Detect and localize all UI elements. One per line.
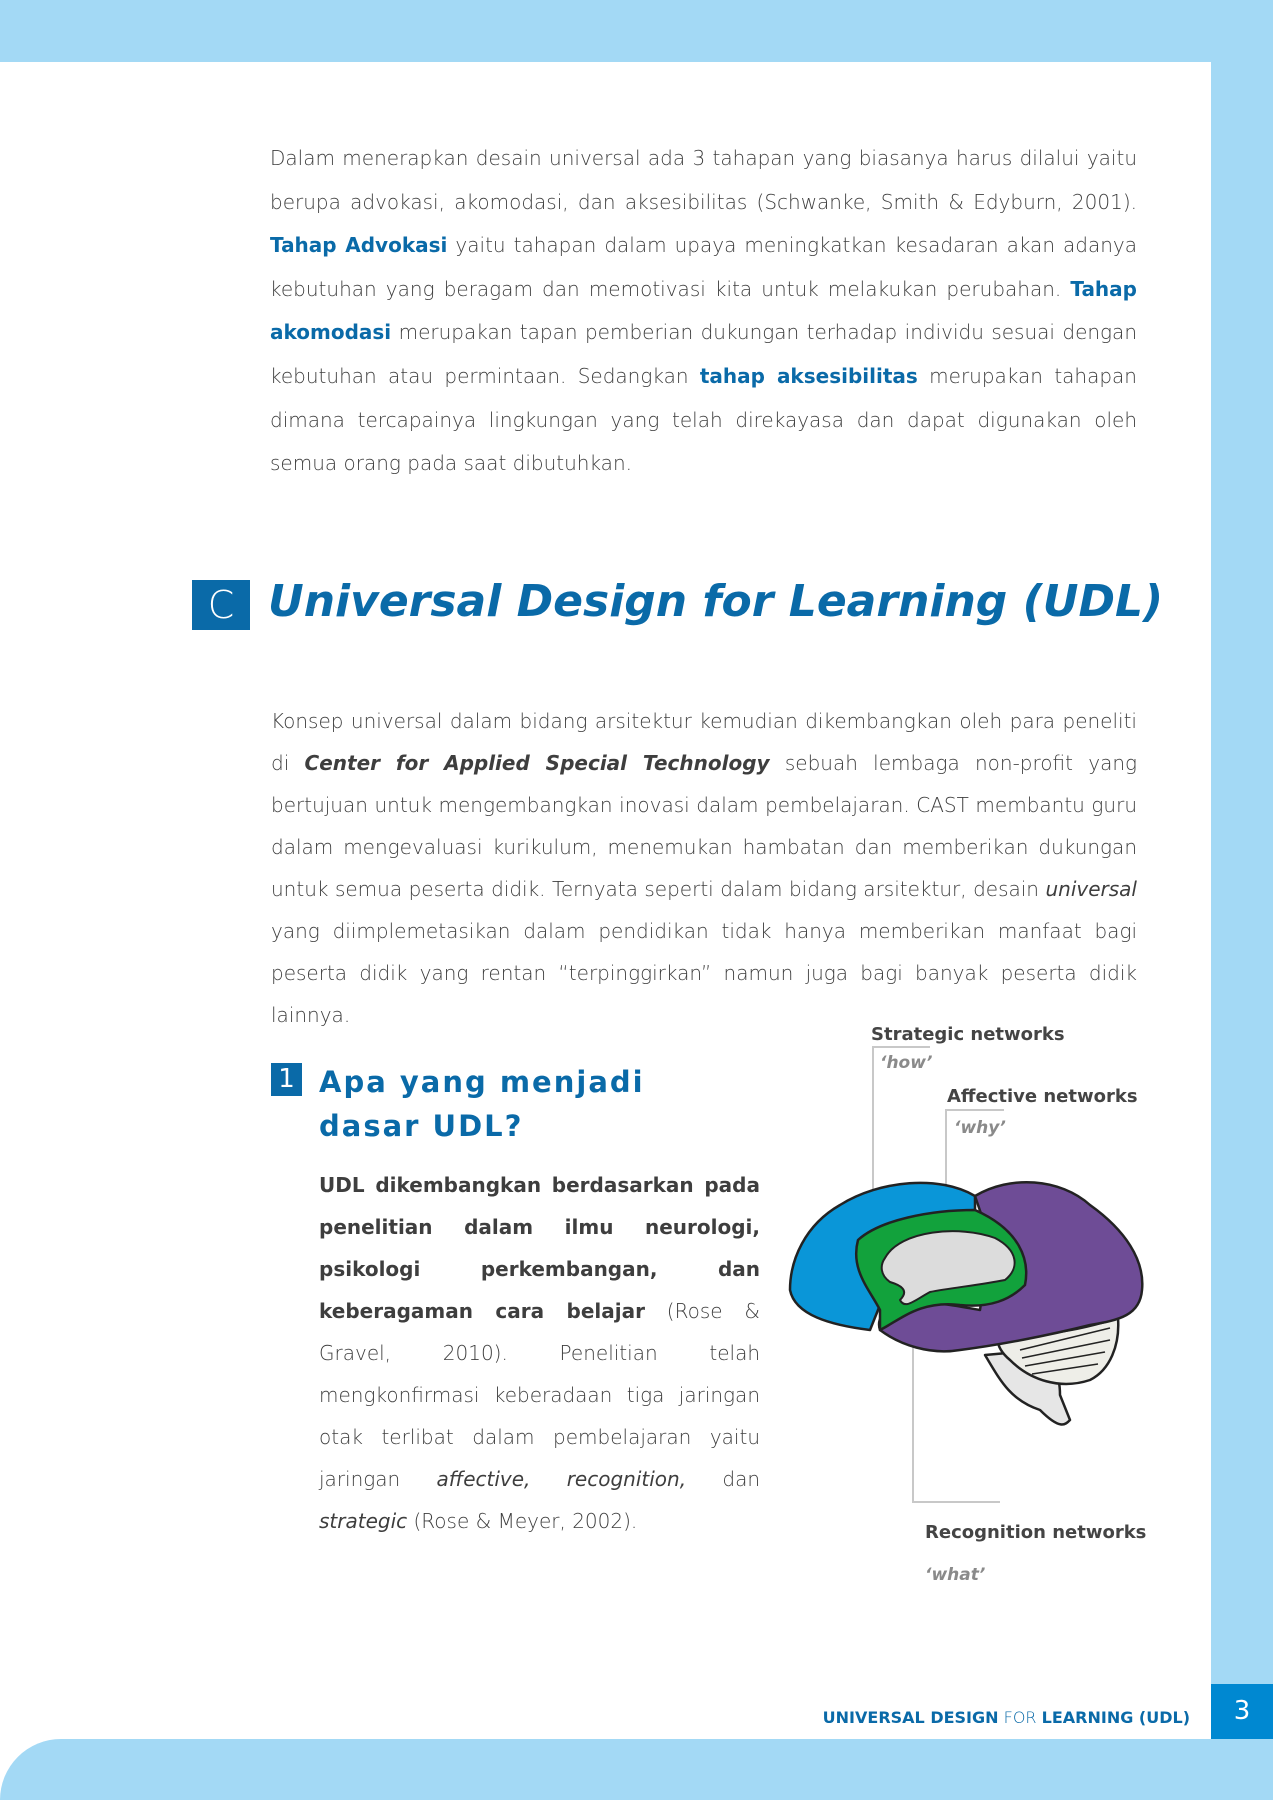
strategic-networks-label: Strategic networks [871,1024,1065,1045]
recognition-networks-sub: ‘what’ [925,1565,986,1585]
footer-text: FOR [1003,1708,1037,1727]
page-number: 3 [1211,1684,1273,1739]
term-aksesibilitas: tahap aksesibilitas [699,363,918,388]
text: yaitu tahapan dalam upaya meningkatkan kesadaran akan adanya kebutuhan yang beragam dan memotivasi kita untuk melakukan perubahan. [270,233,1138,301]
strategic-networks-sub: ‘how’ [880,1053,933,1073]
paragraph-udl-basis [319,1164,760,1542]
text: merupakan tapan pemberian dukungan terhadap individu sesuai dengan kebutuhan atau permintaan. Sedangkan [270,320,1137,388]
section-letter: C [192,580,250,630]
footer-text: UNIVERSAL DESIGN [822,1708,999,1727]
text: (Rose & Meyer, 2002). [407,1509,638,1533]
text-bold: UDL dikembangkan berdasarkan pada penelitian dalam ilmu neurologi, psikologi perkembangan, dan keberagaman cara belajar [319,1173,760,1323]
affective-networks-sub: ‘why’ [954,1118,1006,1138]
bottom-band [0,1739,1273,1800]
paragraph-cast [271,700,1137,1036]
text-italic: strategic [319,1509,408,1533]
subsection-title: Apa yang menjadi dasar UDL? [319,1065,645,1143]
text-italic: universal [1045,877,1137,901]
affective-networks-label: Affective networks [947,1086,1138,1107]
text: Konsep universal dalam bidang arsitektur kemudian dikembangkan oleh para peneliti di [271,709,1137,775]
term-advokasi: Tahap Advokasi [270,233,448,258]
footer-text: LEARNING (UDL) [1041,1708,1190,1727]
cast-name: Center for Applied Special Technology [304,751,770,775]
text-italic: affective, recognition, [436,1467,687,1491]
text: Dalam menerapkan desain universal ada 3 tahapan yang biasanya harus dilalui yaitu berupa advokasi, akomodasi, dan aksesibilitas (Schwanke, Smith & Edyburn, 2001). [270,146,1137,214]
text: merupakan tahapan dimana tercapainya lingkungan yang telah direkayasa dan dapat digunakan oleh semua orang pada saat dibutuhkan. [270,363,1137,476]
text: dan [686,1467,761,1491]
paragraph-stages [270,137,1137,486]
subsection-number: 1 [271,1063,302,1096]
text: sebuah lembaga non-profit yang bertujuan untuk mengembangkan inovasi dalam pembelajaran. CAST membantu guru dalam mengevaluasi kurikulum, menemukan hambatan dan memberikan dukungan untuk semua peserta didik. Ternyata seperti dalam bidang arsitektur, desain [271,751,1138,901]
text: (Rose & Gravel, 2010). Penelitian telah mengkonfirmasi keberadaan tiga jaringan otak terlibat dalam pembelajaran yaitu jaringan [319,1299,760,1491]
running-footer [823,1708,1190,1727]
recognition-networks-label: Recognition networks [925,1522,1147,1543]
term-akomodasi: Tahap akomodasi [270,276,1137,345]
text: yang diimplemetasikan dalam pendidikan tidak hanya memberikan manfaat bagi peserta didik yang rentan “terpinggirkan” namun juga bagi banyak peserta didik lainnya. [271,919,1137,1027]
section-title: Universal Design for Learning (UDL) [268,576,1164,627]
